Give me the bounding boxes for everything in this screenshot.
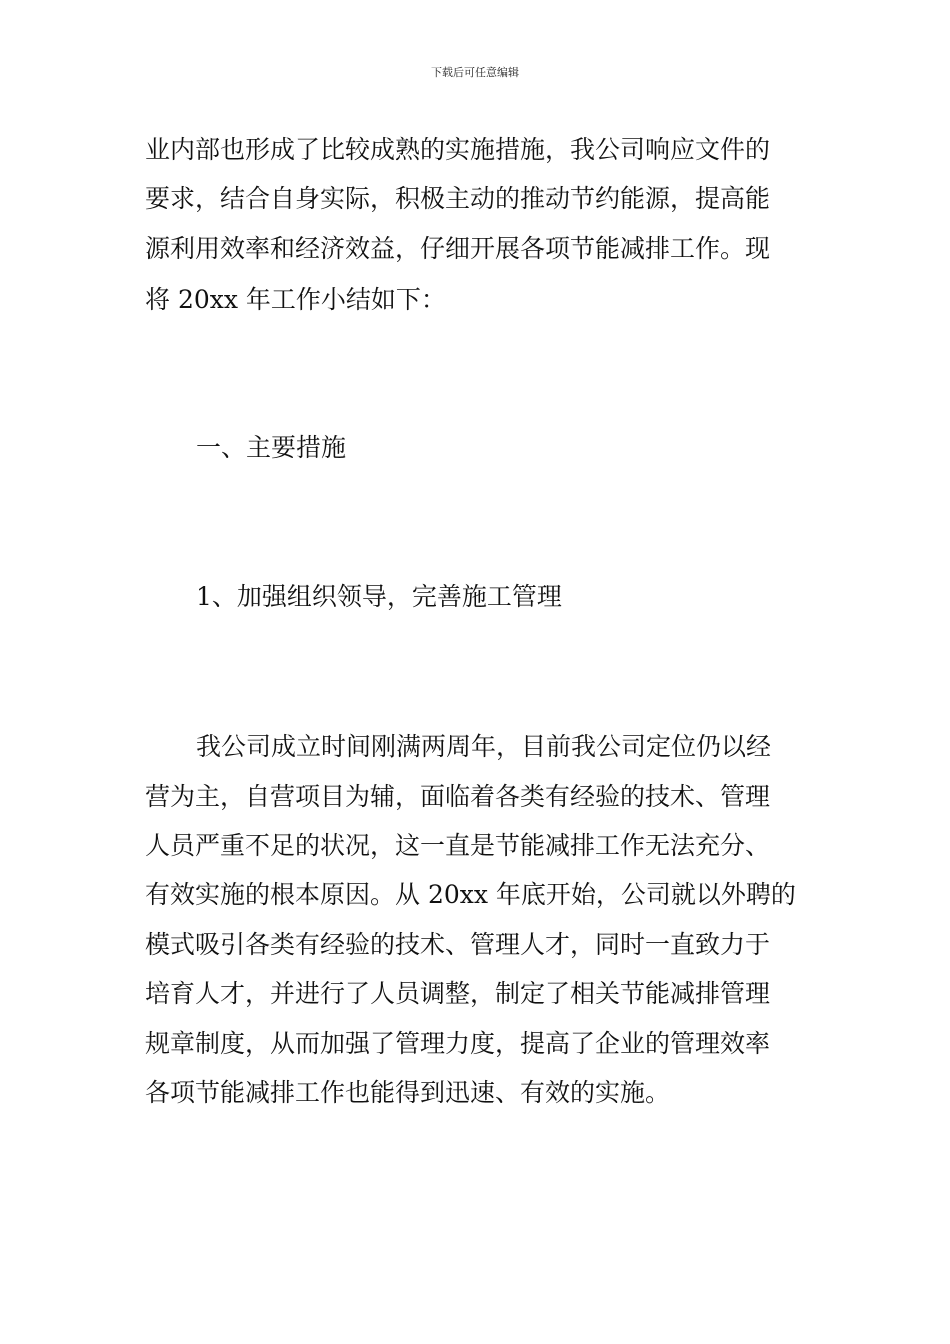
body-line-4: 有效实施的根本原因。从 20xx 年底开始，公司就以外聘的 (145, 880, 796, 909)
intro-line-1: 业内部也形成了比较成熟的实施措施，我公司响应文件的 (145, 135, 771, 164)
subsection-heading: 1、加强组织领导，完善施工管理 (196, 582, 562, 611)
section-heading: 一、主要措施 (196, 433, 347, 462)
body-line-3: 人员严重不足的状况，这一直是节能减排工作无法充分、 (145, 831, 771, 860)
body-line-7: 规章制度，从而加强了管理力度，提高了企业的管理效率 (145, 1029, 771, 1058)
body-line-2: 营为主，自营项目为辅，面临着各类有经验的技术、管理 (145, 782, 771, 811)
intro-line-2: 要求，结合自身实际，积极主动的推动节约能源，提高能 (145, 184, 771, 213)
body-line-8: 各项节能减排工作也能得到迅速、有效的实施。 (145, 1078, 671, 1107)
page-header: 下载后可任意编辑 (431, 66, 519, 79)
intro-line-4: 将 20xx 年工作小结如下： (145, 285, 446, 314)
body-line-5: 模式吸引各类有经验的技术、管理人才，同时一直致力于 (145, 930, 771, 959)
body-line-1: 我公司成立时间刚满两周年，目前我公司定位仍以经 (196, 732, 772, 761)
body-line-6: 培育人才，并进行了人员调整，制定了相关节能减排管理 (145, 979, 771, 1008)
intro-line-3: 源利用效率和经济效益，仔细开展各项节能减排工作。现 (145, 234, 771, 263)
